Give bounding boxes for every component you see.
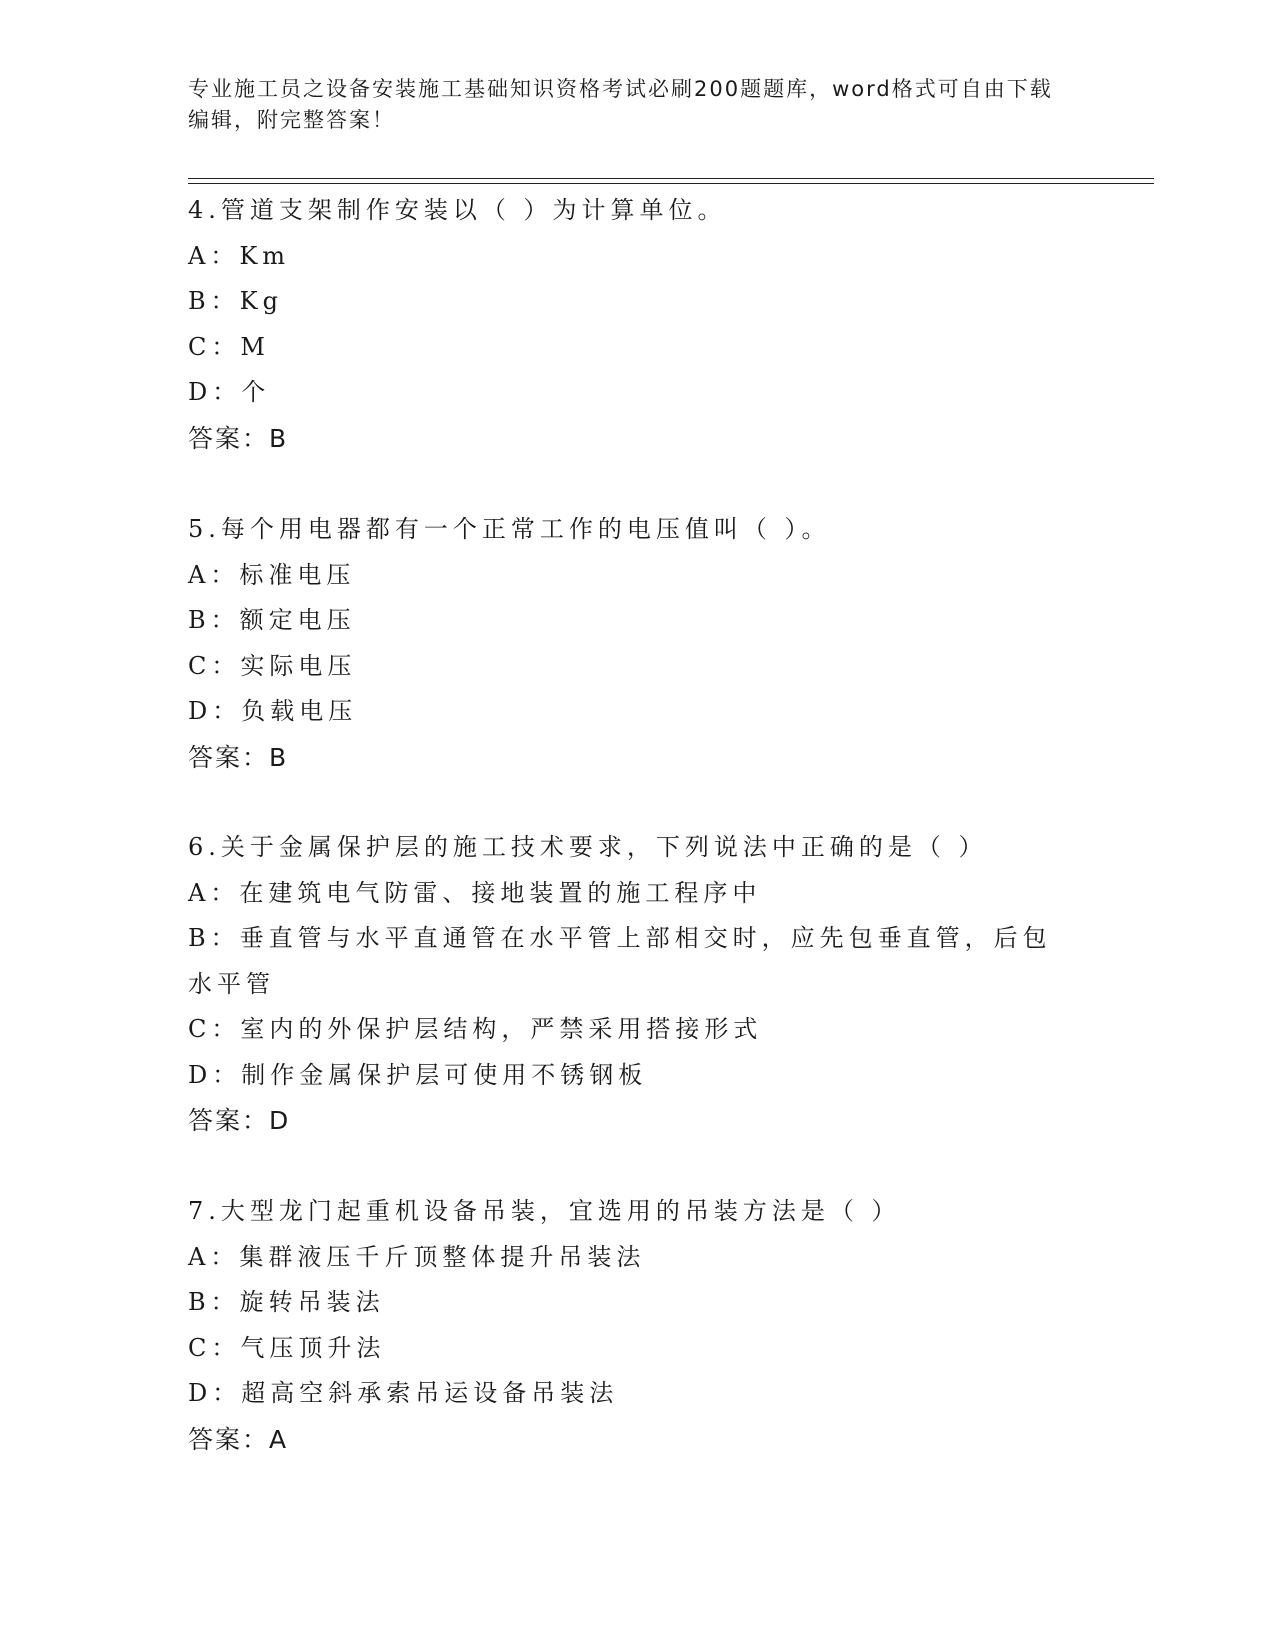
option-c: C：气压顶升法 — [188, 1333, 386, 1362]
option-c: C：M — [188, 332, 270, 361]
question-6 — [188, 825, 1088, 1144]
question-stem: 4.管道支架制作安装以（ ）为计算单位。 — [188, 196, 727, 224]
question-5 — [188, 507, 1088, 780]
question-stem: 7.大型龙门起重机设备吊装，宜选用的吊装方法是（ ） — [188, 1197, 901, 1225]
option-d: D：负载电压 — [188, 697, 358, 725]
option-b: B：额定电压 — [188, 606, 356, 634]
option-a: A：标准电压 — [188, 560, 356, 589]
option-a: A：在建筑电气防雷、接地装置的施工程序中 — [188, 878, 762, 907]
option-d: D：制作金属保护层可使用不锈钢板 — [188, 1060, 648, 1089]
option-a: A：集群液压千斤顶整体提升吊装法 — [188, 1242, 646, 1271]
question-7 — [188, 1189, 1088, 1462]
question-4 — [188, 188, 1088, 461]
answer: 答案：D — [188, 1106, 291, 1135]
option-c: C：实际电压 — [188, 651, 357, 680]
header-divider-top — [188, 178, 1154, 179]
answer: 答案：B — [188, 423, 289, 453]
option-b: B：Kg — [188, 287, 283, 315]
answer: 答案：B — [188, 742, 289, 772]
option-b: B：垂直管与水平直通管在水平管上部相交时，应先包垂直管，后包水平管 — [188, 924, 1052, 998]
header-divider-bottom — [188, 183, 1154, 184]
document-header: 专业施工员之设备安装施工基础知识资格考试必刷200题题库，word格式可自由下载编辑，附完整答案！ — [188, 77, 1053, 132]
answer: 答案：A — [188, 1424, 289, 1454]
option-b: B：旋转吊装法 — [188, 1288, 385, 1316]
option-d: D：个 — [188, 378, 271, 406]
option-c: C：室内的外保护层结构，严禁采用搭接形式 — [188, 1015, 763, 1043]
question-stem: 6.关于金属保护层的施工技术要求，下列说法中正确的是（ ） — [188, 833, 988, 861]
option-d: D：超高空斜承索吊运设备吊装法 — [188, 1379, 619, 1407]
question-stem: 5.每个用电器都有一个正常工作的电压值叫（ ）。 — [188, 515, 831, 543]
option-a: A：Km — [188, 241, 291, 270]
